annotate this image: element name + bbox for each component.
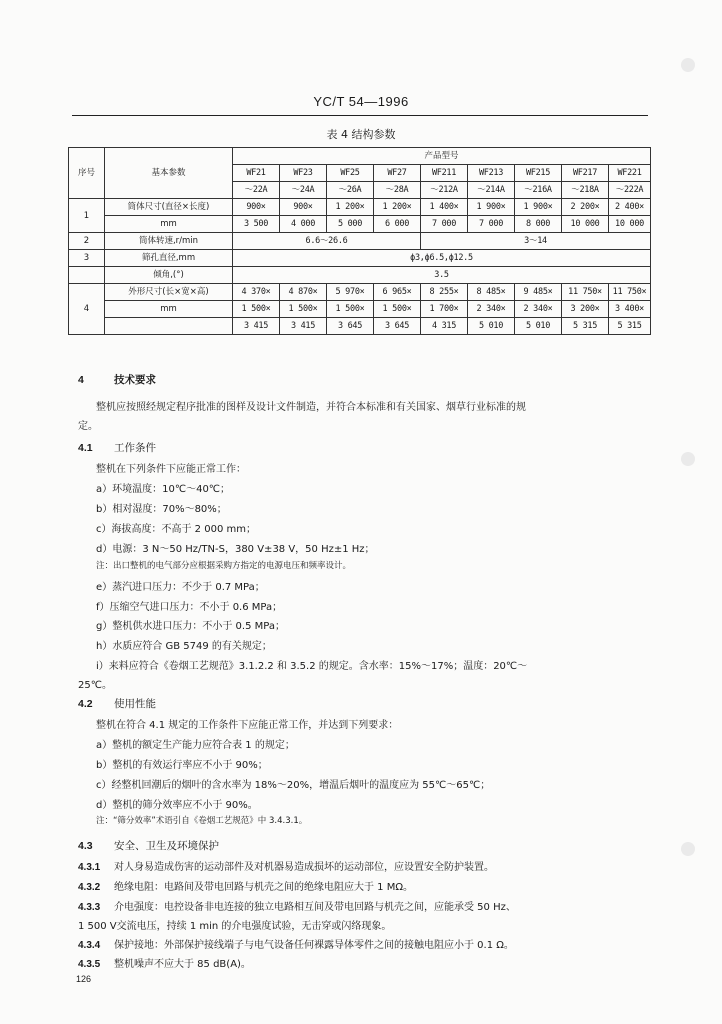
cell-value: 8 000 <box>525 219 551 229</box>
cell-value: 5 000 <box>337 219 363 229</box>
clause-number: 4.3.5 <box>78 959 101 970</box>
data-cell <box>468 199 515 233</box>
cell-value: 1 400× <box>421 199 467 216</box>
cell-value: 1 500× <box>374 301 420 318</box>
section-title: 使用性能 <box>114 698 156 710</box>
list-item: i）来料应符合《卷烟工艺规范》3.1.2.2 和 3.5.2 的规定。含水率：15%～17%；温度：20℃～ <box>96 661 528 672</box>
model-cell: WF217 <box>562 165 609 182</box>
header-rule <box>72 115 648 116</box>
model-cell: WF21 <box>233 165 280 182</box>
section-title: 安全、卫生及环境保护 <box>114 840 219 852</box>
cell-value: 900× <box>280 199 326 216</box>
cell-value: 7 000 <box>431 219 457 229</box>
clause-continuation: 1 500 V交流电压，持续 1 min 的介电强度试验，无击穿或闪络现象。 <box>78 921 392 932</box>
table-row <box>69 267 651 284</box>
section-number: 4.1 <box>78 442 93 454</box>
model-cell: ～26A <box>327 182 374 199</box>
row-param <box>105 284 233 335</box>
data-cell <box>562 284 609 335</box>
cell-value: 4 315 <box>431 321 457 331</box>
list-item: h）水质应符合 GB 5749 的有关规定； <box>96 641 272 652</box>
note: 注：“筛分效率”术语引自《卷烟工艺规范》中 3.4.3.1。 <box>96 816 308 826</box>
paragraph: 整机应按照经规定程序批准的图样及设计文件制造，并符合本标准和有关国家、烟草行业标准的规 <box>96 402 526 413</box>
cell-value: 5 315 <box>572 321 598 331</box>
note: 注：出口整机的电气部分应根据采购方指定的电源电压和频率设计。 <box>96 561 352 571</box>
model-cell: ～222A <box>609 182 651 199</box>
list-item-continuation: 25℃。 <box>78 680 112 691</box>
cell-value: 3 415 <box>243 321 269 331</box>
data-cell <box>374 199 421 233</box>
model-cell: WF221 <box>609 165 651 182</box>
data-cell <box>609 284 651 335</box>
data-cell: 6.6～26.6 <box>233 233 421 250</box>
list-item: g）整机供水进口压力：不小于 0.5 MPa； <box>96 621 285 632</box>
list-item: d）整机的筛分效率应不小于 90%。 <box>96 800 258 811</box>
data-cell <box>327 284 374 335</box>
cell-value: 4 000 <box>290 219 316 229</box>
section-4-heading <box>78 372 156 387</box>
binding-hole-icon <box>681 58 695 72</box>
cell-value: 3 500 <box>243 219 269 229</box>
cell-value: 2 340× <box>468 301 514 318</box>
row-param: 筒体转速,r/min <box>105 233 233 250</box>
clause-number: 4.3.1 <box>78 862 101 873</box>
data-cell <box>609 199 651 233</box>
data-cell <box>562 199 609 233</box>
model-cell: ～212A <box>421 182 468 199</box>
clause-4-3-4 <box>78 936 514 951</box>
cell-value: 8 485× <box>468 284 514 301</box>
model-cell: WF213 <box>468 165 515 182</box>
cell-value: 11 750× <box>562 284 608 301</box>
data-cell <box>515 199 562 233</box>
cell-value: 6 000 <box>384 219 410 229</box>
table-caption: 表 4 结构参数 <box>326 128 396 141</box>
cell-value: 1 500× <box>233 301 279 318</box>
data-cell <box>280 199 327 233</box>
clause-number: 4.3.2 <box>78 882 101 893</box>
cell-value: 2 200× <box>562 199 608 216</box>
row-param-unit: mm <box>160 219 177 229</box>
cell-value: 4 870× <box>280 284 326 301</box>
cell-value: 3 415 <box>290 321 316 331</box>
clause-text: 对人身易造成伤害的运动部件及对机器易造成损坏的运动部位，应设置安全防护装置。 <box>114 862 494 873</box>
data-cell: 3.5 <box>233 267 651 284</box>
model-cell: WF27 <box>374 165 421 182</box>
cell-value: 10 000 <box>570 219 600 229</box>
clause-text: 整机噪声不应大于 85 dB(A)。 <box>114 959 251 970</box>
list-item: c）海拔高度：不高于 2 000 mm； <box>96 524 256 535</box>
data-cell <box>421 199 468 233</box>
row-seq: 4 <box>69 284 105 335</box>
model-cell: WF25 <box>327 165 374 182</box>
clause-4-3-5 <box>78 955 251 970</box>
cell-value: 8 255× <box>421 284 467 301</box>
row-seq: 1 <box>69 199 105 233</box>
row-param: 倾角,(°) <box>105 267 233 284</box>
section-number: 4.3 <box>78 840 93 852</box>
cell-value: 1 900× <box>468 199 514 216</box>
row-param-blank <box>105 318 232 334</box>
col-models-header: 产品型号 <box>233 148 651 165</box>
list-item: f）压缩空气进口压力：不小于 0.6 MPa； <box>96 602 283 613</box>
cell-value: 3 400× <box>609 301 650 318</box>
data-cell <box>233 284 280 335</box>
model-cell: ～22A <box>233 182 280 199</box>
cell-value: 6 965× <box>374 284 420 301</box>
table-header-row <box>69 148 651 165</box>
table-row <box>69 199 651 233</box>
cell-value: 900× <box>233 199 279 216</box>
binding-hole-icon <box>681 842 695 856</box>
cell-value: 1 900× <box>515 199 561 216</box>
cell-value: 5 315 <box>617 321 642 331</box>
model-cell: ～24A <box>280 182 327 199</box>
cell-value: 1 500× <box>327 301 373 318</box>
row-param: 筛孔直径,mm <box>105 250 233 267</box>
model-cell: WF211 <box>421 165 468 182</box>
cell-value: 1 200× <box>327 199 373 216</box>
data-cell <box>515 284 562 335</box>
cell-value: 9 485× <box>515 284 561 301</box>
data-cell <box>233 199 280 233</box>
cell-value: 1 500× <box>280 301 326 318</box>
table-row <box>69 250 651 267</box>
model-cell: ～218A <box>562 182 609 199</box>
data-cell: 3～14 <box>421 233 651 250</box>
cell-value: 10 000 <box>615 219 644 229</box>
row-seq: 3 <box>69 250 105 267</box>
table-row <box>69 284 651 335</box>
paragraph: 整机在符合 4.1 规定的工作条件下应能正常工作，并达到下列要求： <box>96 720 399 731</box>
clause-4-3-1 <box>78 858 494 873</box>
cell-value: 3 200× <box>562 301 608 318</box>
data-cell <box>421 284 468 335</box>
cell-value: 7 000 <box>478 219 504 229</box>
paragraph: 整机在下列条件下应能正常工作： <box>96 464 246 475</box>
cell-value: 5 970× <box>327 284 373 301</box>
row-param-label: 筒体尺寸(直径×长度) <box>105 199 232 216</box>
clause-4-3-2 <box>78 878 413 893</box>
cell-value: 1 700× <box>421 301 467 318</box>
section-title: 工作条件 <box>114 442 156 454</box>
model-cell: WF23 <box>280 165 327 182</box>
section-4-2-heading <box>78 696 156 711</box>
clause-text: 绝缘电阻：电路间及带电回路与机壳之间的绝缘电阻应大于 1 MΩ。 <box>114 882 413 893</box>
cell-value: 5 010 <box>525 321 551 331</box>
cell-value: 3 645 <box>384 321 410 331</box>
row-param <box>105 199 233 233</box>
model-cell: ～214A <box>468 182 515 199</box>
col-param-header: 基本参数 <box>105 148 233 199</box>
binding-hole-icon <box>681 452 695 466</box>
clause-text: 介电强度：电控设备非电连接的独立电路相互间及带电回路与机壳之间，应能承受 50 Hz、 <box>114 902 516 913</box>
list-item: e）蒸汽进口压力：不少于 0.7 MPa； <box>96 582 265 593</box>
data-cell <box>374 284 421 335</box>
model-cell: ～28A <box>374 182 421 199</box>
standard-header: YC/T 54—1996 <box>313 94 409 109</box>
table-row <box>69 233 651 250</box>
list-item: c）经整机回潮后的烟叶的含水率为 18%～20%，增温后烟叶的温度应为 55℃～65℃； <box>96 780 491 791</box>
row-seq: 2 <box>69 233 105 250</box>
cell-value: 1 200× <box>374 199 420 216</box>
row-param-label: 外形尺寸(长×宽×高) <box>105 284 232 301</box>
clause-number: 4.3.4 <box>78 940 101 951</box>
model-cell: ～216A <box>515 182 562 199</box>
model-cell: WF215 <box>515 165 562 182</box>
section-number: 4 <box>78 374 84 386</box>
row-param-unit: mm <box>105 301 232 318</box>
data-cell <box>280 284 327 335</box>
data-cell: ϕ3,ϕ6.5,ϕ12.5 <box>233 250 651 267</box>
list-item: d）电源：3 N～50 Hz/TN-S，380 V±38 V，50 Hz±1 Hz； <box>96 544 375 555</box>
cell-value: 2 340× <box>515 301 561 318</box>
list-item: a）整机的额定生产能力应符合表 1 的规定； <box>96 740 295 751</box>
section-4-3-heading <box>78 838 219 853</box>
list-item: a）环境温度：10℃～40℃； <box>96 484 231 495</box>
clause-number: 4.3.3 <box>78 902 101 913</box>
cell-value: 11 750× <box>609 284 650 301</box>
data-cell <box>327 199 374 233</box>
paragraph-continuation: 定。 <box>78 421 98 432</box>
structure-parameter-table <box>68 147 651 335</box>
list-item: b）相对湿度：70%～80%； <box>96 504 227 515</box>
cell-value: 4 370× <box>233 284 279 301</box>
page-number: 126 <box>76 974 92 984</box>
cell-value: 5 010 <box>478 321 504 331</box>
cell-value: 2 400× <box>609 199 650 216</box>
section-4-1-heading <box>78 440 156 455</box>
clause-text: 保护接地：外部保护接线端子与电气设备任何裸露导体零件之间的接触电阻应小于 0.1 Ω。 <box>114 940 514 951</box>
col-seq-header: 序号 <box>69 148 105 199</box>
cell-value: 3 645 <box>337 321 363 331</box>
clause-4-3-3 <box>78 898 516 913</box>
data-cell <box>468 284 515 335</box>
row-seq <box>69 267 105 284</box>
list-item: b）整机的有效运行率应不小于 90%； <box>96 760 268 771</box>
section-number: 4.2 <box>78 698 93 710</box>
section-title: 技术要求 <box>114 374 156 386</box>
